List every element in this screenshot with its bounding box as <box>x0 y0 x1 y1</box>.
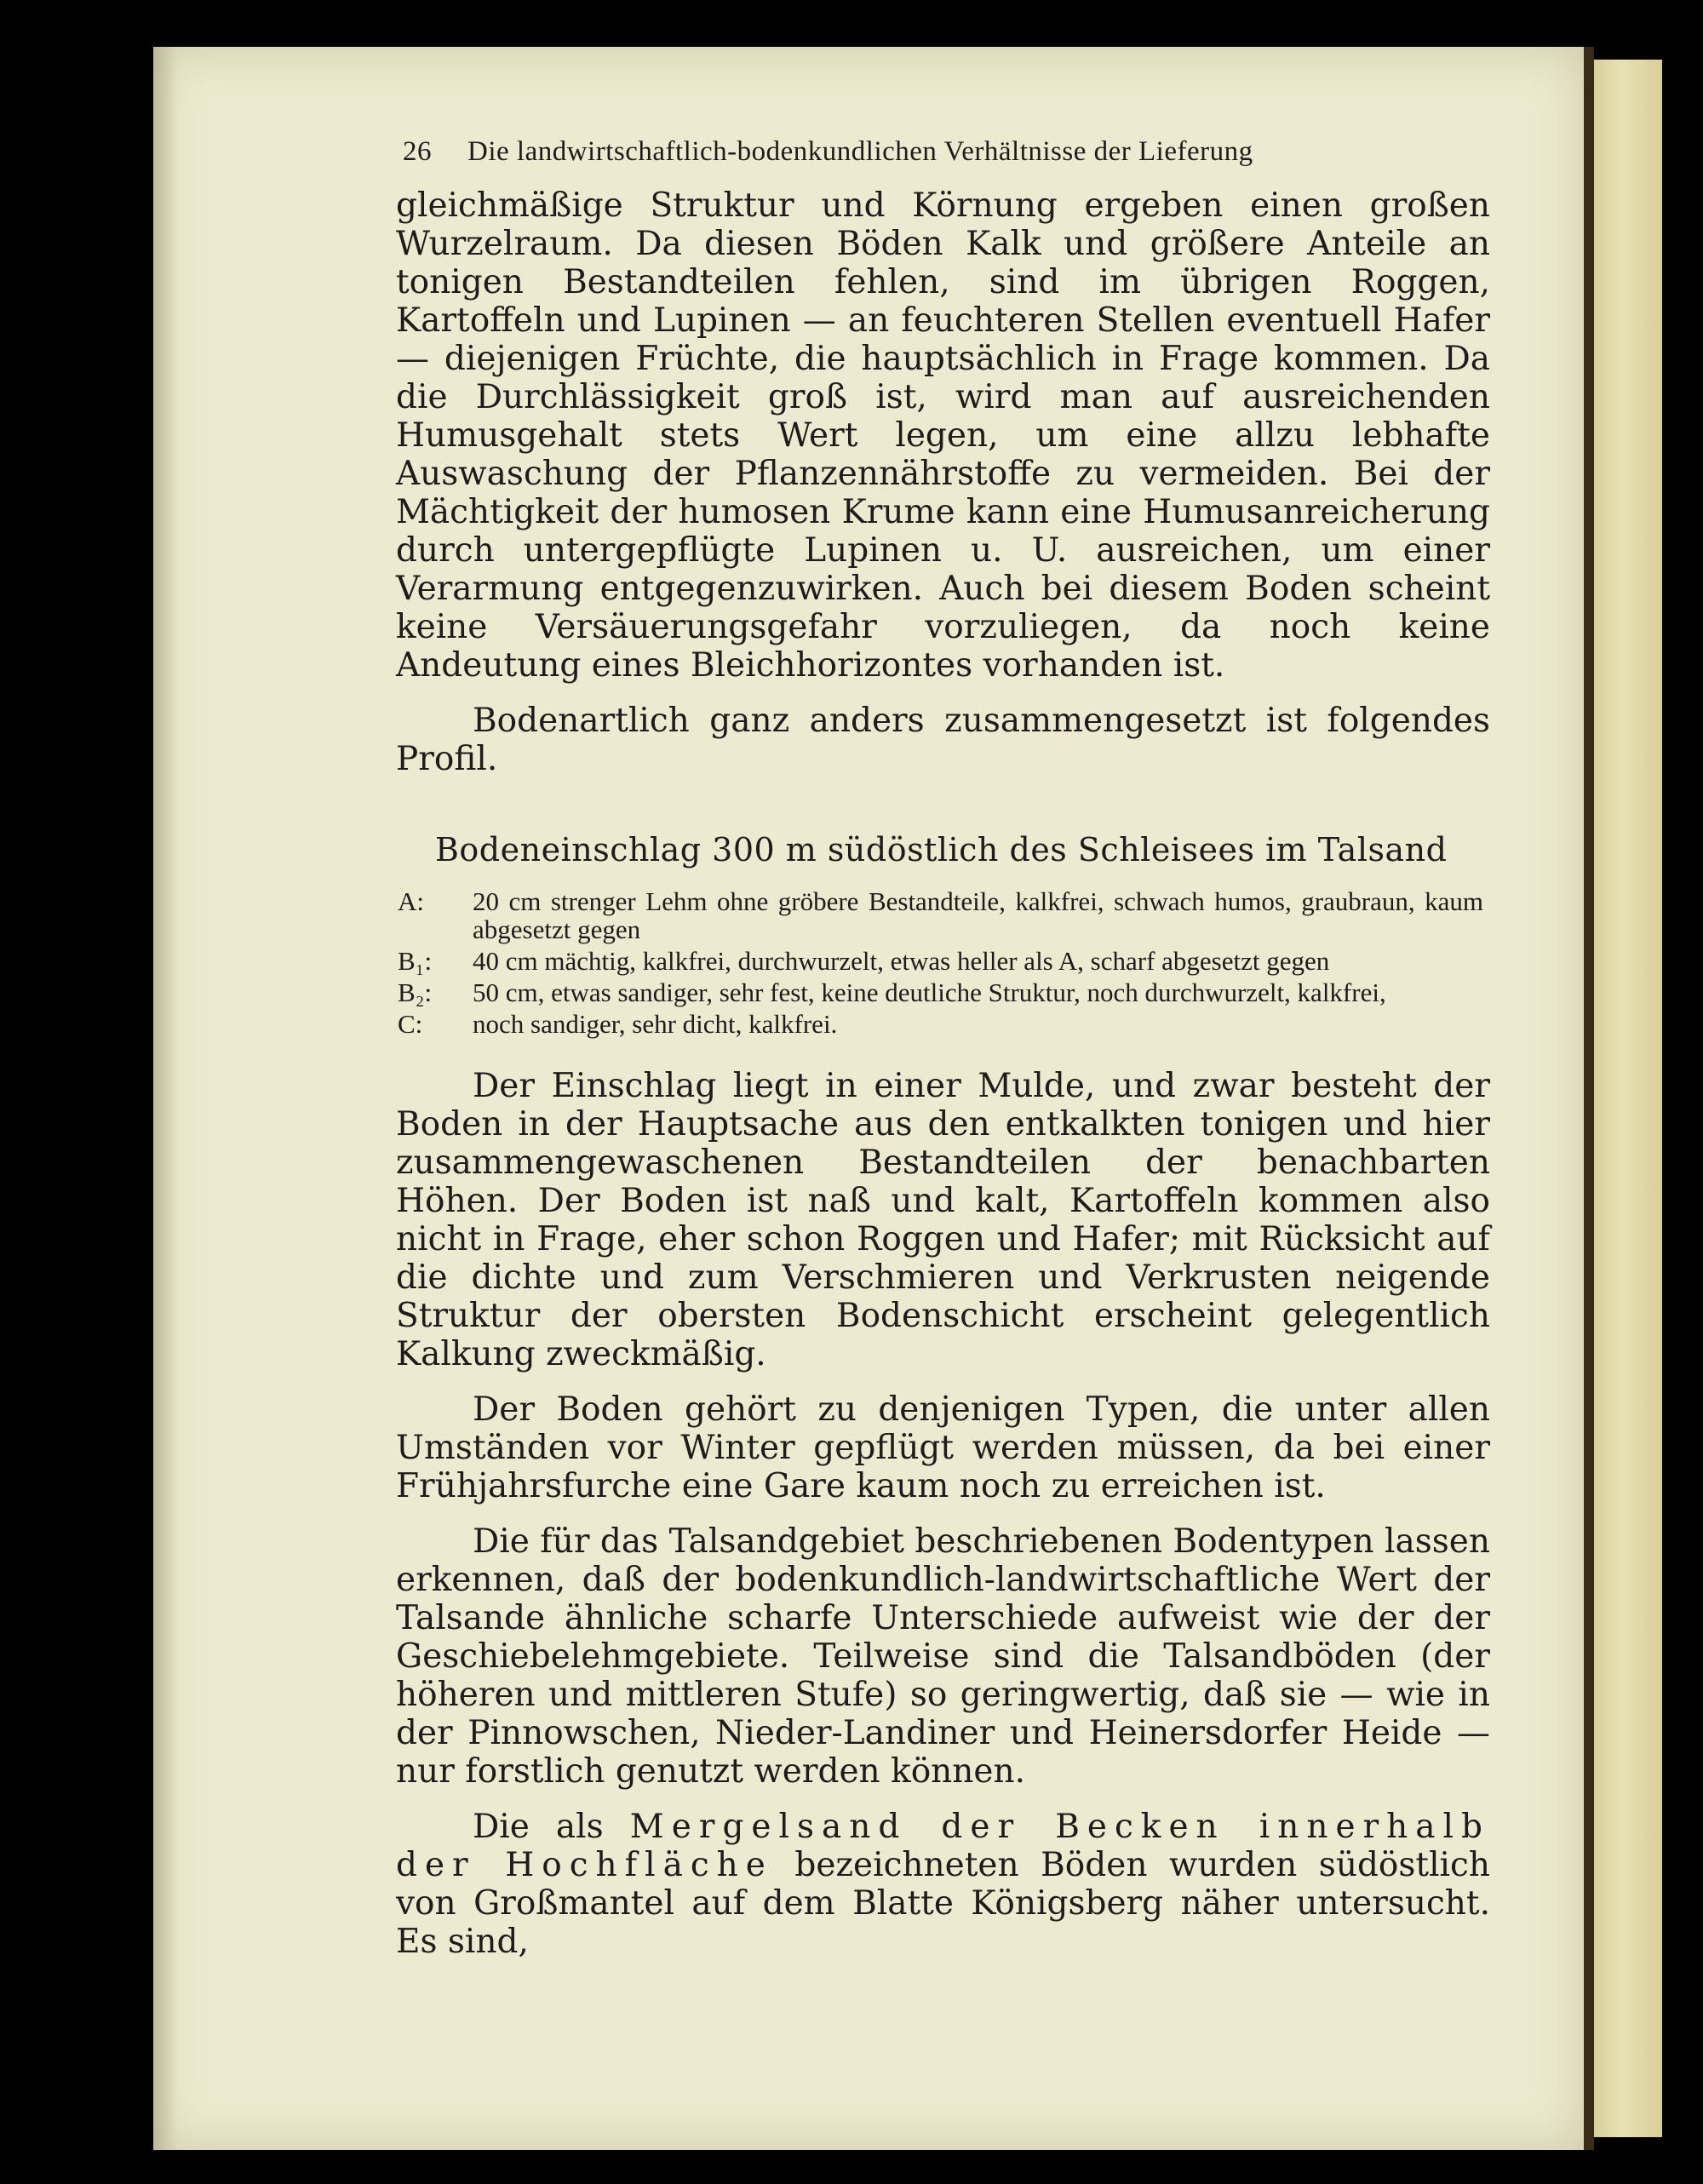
horizon-row <box>396 978 1490 1006</box>
horizon-row <box>396 887 1490 943</box>
running-head <box>403 136 1490 168</box>
paragraph-5: Die für das Talsandgebiet beschriebenen Bodentypen lassen erkennen, daß der bodenkundlich-landwirtschaftliche Wert der Talsande ähnliche scharfe Unterschiede aufweist wie der der Geschiebelehmgebiete. Teilweise sind die Talsandböden (der höheren und mittleren Stufe) so geringwertig, daß sie — wie in der Pinnowschen, Nieder-Landiner und Heinersdorfer Heide — nur forstlich genutzt werden können. <box>396 1522 1490 1791</box>
horizon-row <box>396 1010 1490 1038</box>
horizon-row <box>396 947 1490 975</box>
profile-heading: Bodeneinschlag 300 m südöstlich des Schleisees im Talsand <box>435 831 1448 868</box>
page-number: 26 <box>403 136 432 167</box>
horizon-label: B₂: <box>398 977 433 1007</box>
paragraph-1: gleichmäßige Struktur und Körnung ergeben einen großen Wurzelraum. Da diesen Böden Kalk und größere Anteile an tonigen Bestandteilen fehlen, sind im übrigen Roggen, Kartoffeln und Lupinen — an feuchteren Stellen eventuell Hafer — diejenigen Früchte, die hauptsächlich in Frage kommen. Da die Durchlässigkeit groß ist, wird man auf ausreichenden Humusgehalt stets Wert legen, um eine allzu lebhafte Auswaschung der Pflanzennährstoffe zu vermeiden. Bei der Mächtigkeit der humosen Krume kann eine Humusanreicherung durch untergepflügte Lupinen u. U. ausreichen, um einer Verarmung entgegenzuwirken. Auch bei diesem Boden scheint keine Versäuerungsgefahr vorzuliegen, da noch keine Andeutung eines Bleichhorizontes vorhanden ist. <box>396 186 1490 685</box>
next-page-edge <box>1594 60 1662 2137</box>
paragraph-6-end: bezeichneten Böden wurden südöstlich von Großmantel auf dem Blatte Königsberg näher untersucht. Es sind, <box>396 1846 1490 1961</box>
running-title: Die landwirtschaftlich-bodenkundlichen Verhältnisse der Lieferung <box>467 136 1253 167</box>
horizon-label: C: <box>398 1009 423 1039</box>
horizon-list <box>396 887 1490 1038</box>
paragraph-6-start: Die als <box>473 1808 604 1846</box>
horizon-label: A: <box>398 886 424 916</box>
page-gutter-shadow <box>153 47 177 2150</box>
book-spine <box>1584 47 1594 2150</box>
horizon-text: 50 cm, etwas sandiger, sehr fest, keine deutliche Struktur, noch durchwurzelt, kalkfrei, <box>473 977 1386 1007</box>
horizon-text: 40 cm mächtig, kalkfrei, durchwurzelt, etwas heller als A, scharf abgesetzt gegen <box>473 946 1330 976</box>
paragraph-4: Der Boden gehört zu denjenigen Typen, die unter allen Umständen vor Winter gepflügt werden müssen, da bei einer Frühjahrsfurche eine Gare kaum noch zu erreichen ist. <box>396 1390 1490 1505</box>
horizon-text: noch sandiger, sehr dicht, kalkfrei. <box>473 1009 838 1039</box>
horizon-label: B₁: <box>398 946 433 976</box>
page-content <box>396 136 1490 1961</box>
paragraph-6 <box>396 1808 1490 1961</box>
spaced-term-mergelsand: Mergelsand der Becken innerhalb der Hochfläche <box>396 1808 1490 1884</box>
paragraph-3: Der Einschlag liegt in einer Mulde, und zwar besteht der Boden in der Hauptsache aus den entkalkten tonigen und hier zusammengewaschenen Bestandteilen der benachbarten Höhen. Der Boden ist naß und kalt, Kartoffeln kommen also nicht in Frage, eher schon Roggen und Hafer; mit Rücksicht auf die dichte und zum Verschmieren und Verkrusten neigende Struktur der obersten Bodenschicht erscheint gelegentlich Kalkung zweckmäßig. <box>396 1067 1490 1373</box>
horizon-text: 20 cm strenger Lehm ohne gröbere Bestandteile, kalkfrei, schwach humos, graubraun, kaum abgesetzt gegen <box>473 886 1483 944</box>
paragraph-2: Bodenartlich ganz anders zusammengesetzt ist folgendes Profil. <box>396 702 1490 778</box>
